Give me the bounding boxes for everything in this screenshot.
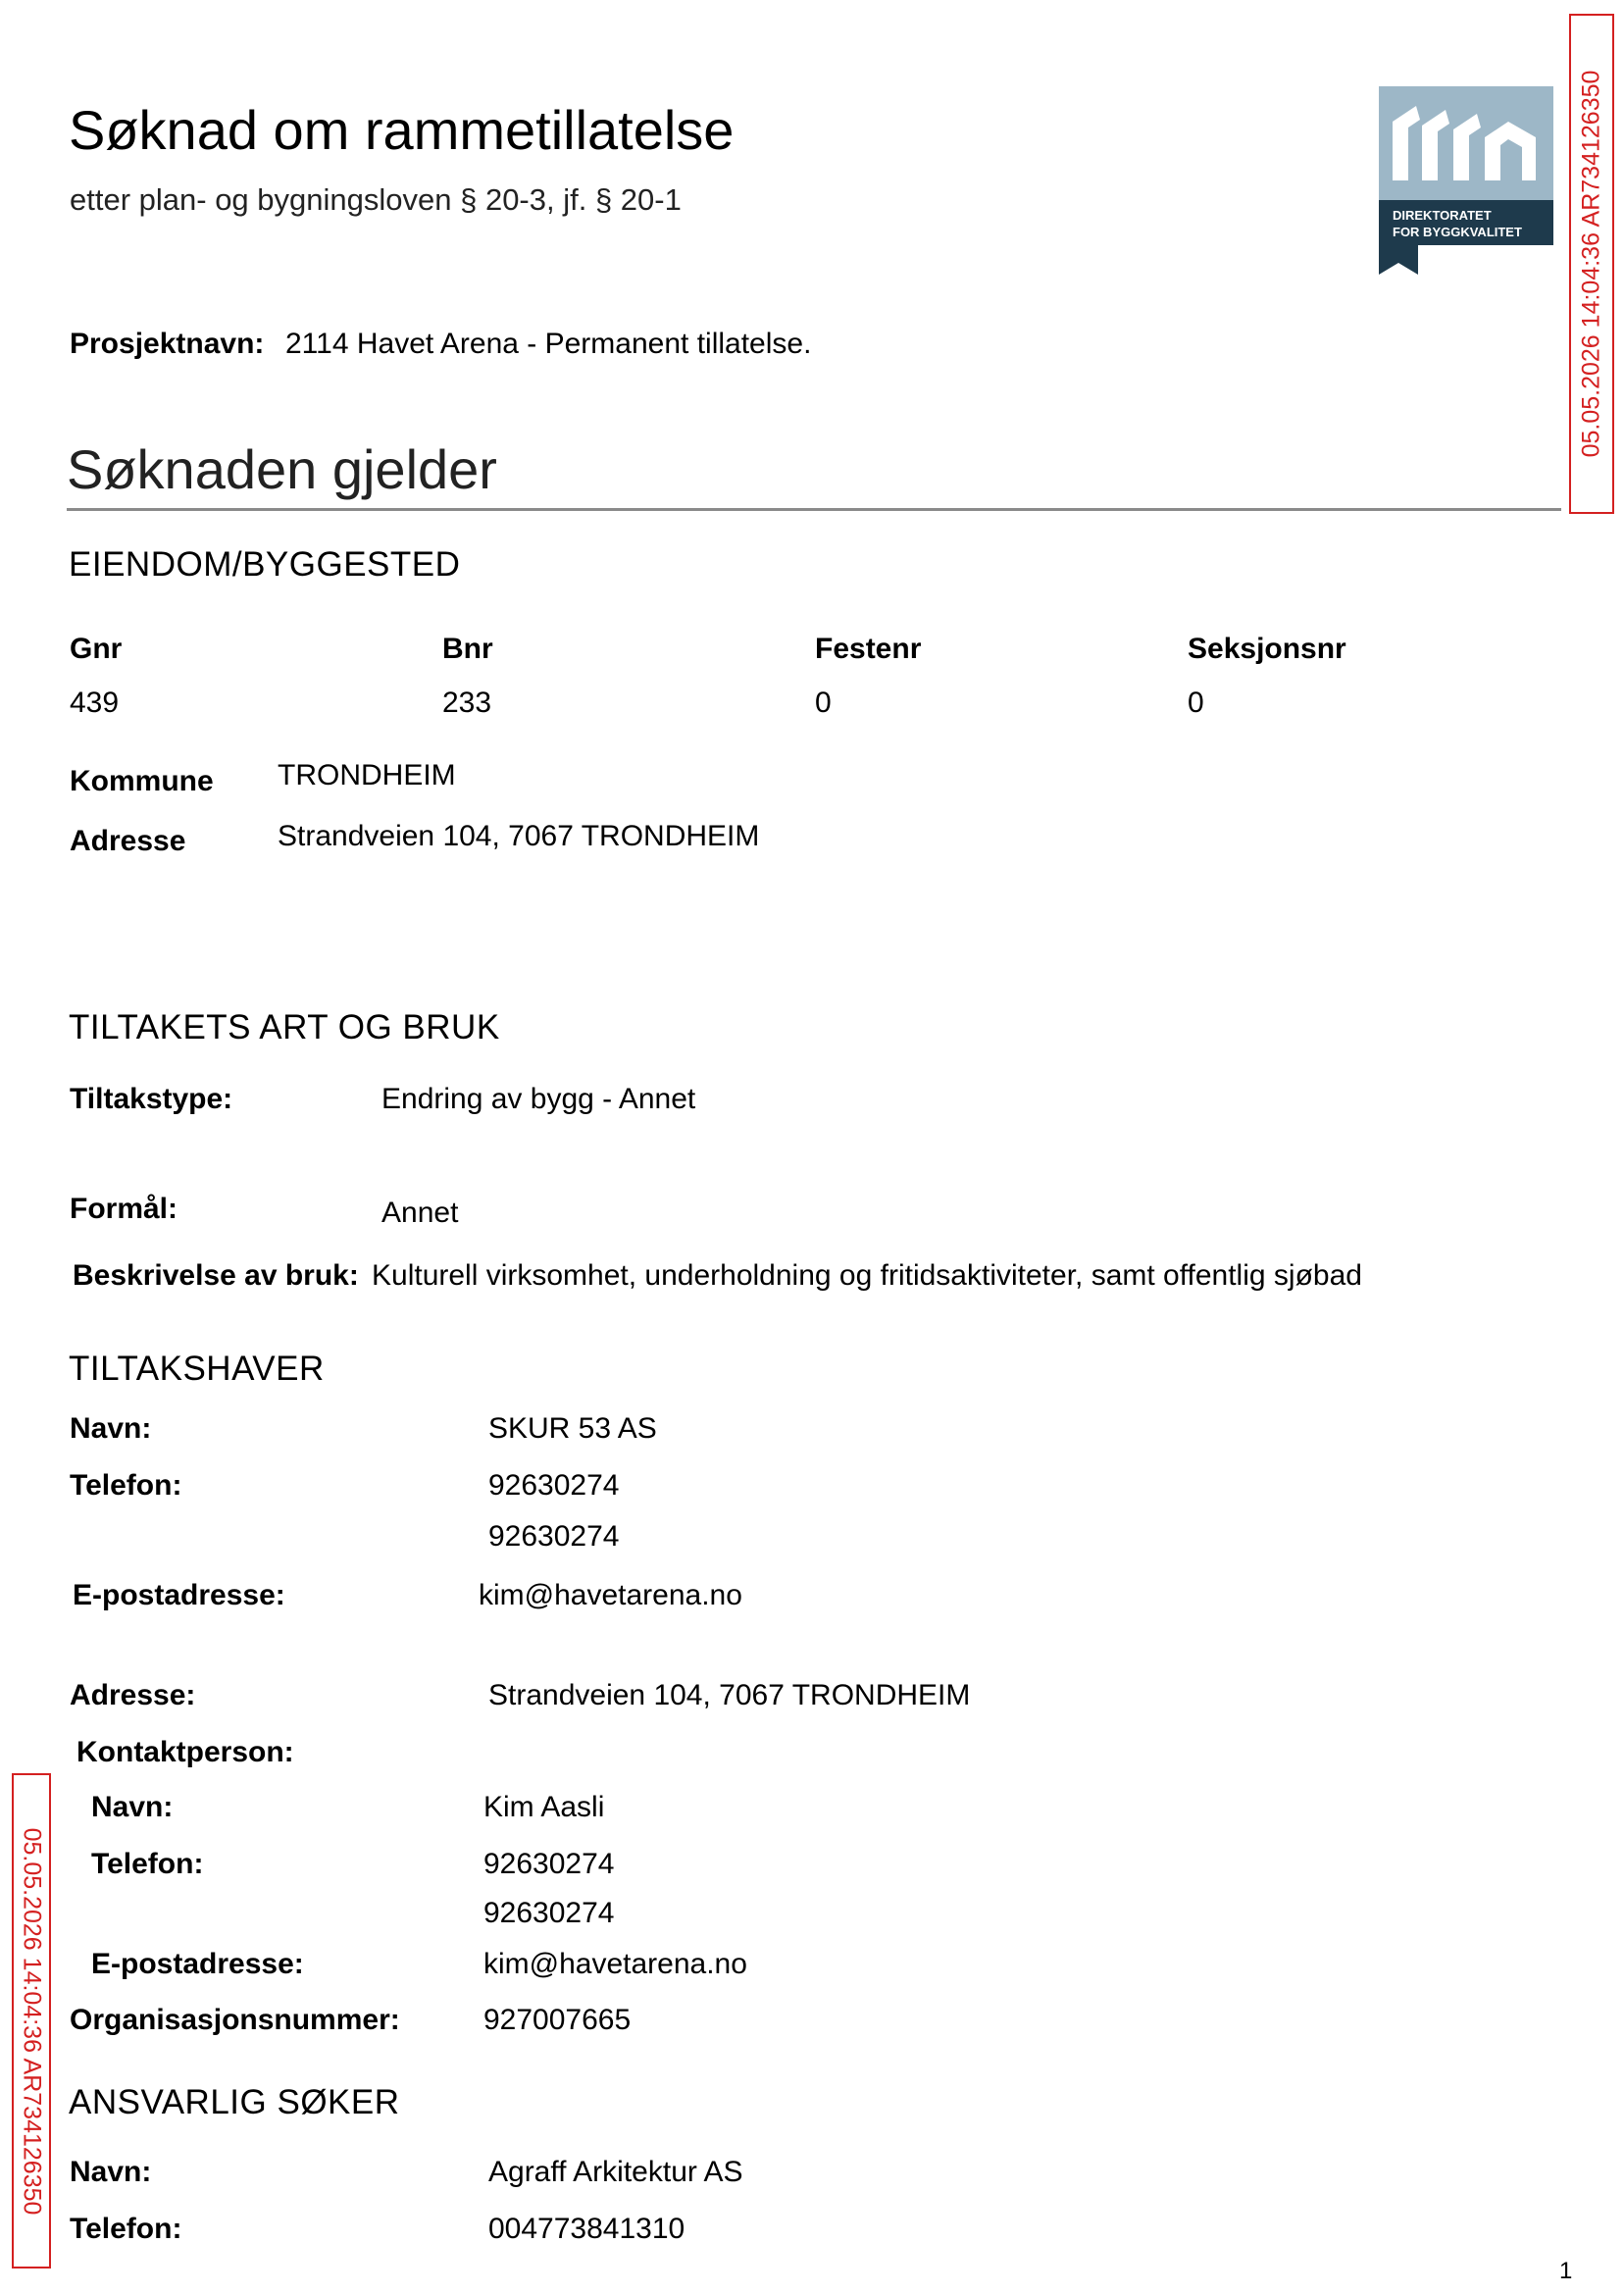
orgnr-label: Organisasjonsnummer:: [70, 2004, 400, 2036]
as-telefon-label: Telefon:: [70, 2213, 182, 2245]
stamp-left: [12, 1773, 51, 2269]
page-subtitle: etter plan- og bygningsloven § 20-3, jf. § 20-1: [70, 182, 682, 217]
bnr-label: Bnr: [442, 633, 493, 665]
tiltakstype-value: Endring av bygg - Annet: [381, 1083, 696, 1115]
ansvarlig-heading: ANSVARLIG SØKER: [69, 2083, 400, 2121]
th-navn-value: SKUR 53 AS: [488, 1412, 657, 1445]
tiltak-heading: TILTAKETS ART OG BRUK: [69, 1008, 500, 1046]
gnr-value: 439: [70, 687, 120, 719]
kommune-value: TRONDHEIM: [278, 759, 456, 791]
eiendom-heading: EIENDOM/BYGGESTED: [69, 545, 461, 584]
adresse-label: Adresse: [70, 825, 186, 857]
th-adresse-value: Strandveien 104, 7067 TRONDHEIM: [488, 1679, 971, 1711]
project-value: 2114 Havet Arena - Permanent tillatelse.: [285, 328, 812, 360]
gnr-label: Gnr: [70, 633, 123, 665]
tiltakstype-label: Tiltakstype:: [70, 1083, 233, 1115]
stamp-right: [1569, 14, 1614, 514]
kp-telefon-value-1: 92630274: [483, 1848, 615, 1880]
th-telefon-value-2: 92630274: [488, 1520, 620, 1553]
kp-navn-value: Kim Aasli: [483, 1791, 605, 1823]
formal-label: Formål:: [70, 1193, 178, 1225]
as-navn-value: Agraff Arkitektur AS: [488, 2156, 743, 2188]
kp-epost-value: kim@havetarena.no: [483, 1948, 747, 1980]
logo-text-1: DIREKTORATET: [1393, 208, 1492, 223]
kontaktperson-label: Kontaktperson:: [76, 1736, 294, 1768]
project-label: Prosjektnavn:: [70, 328, 265, 360]
page-title: Søknad om rammetillatelse: [69, 99, 735, 161]
kommune-label: Kommune: [70, 765, 214, 797]
tiltakshaver-heading: TILTAKSHAVER: [69, 1350, 325, 1388]
as-navn-label: Navn:: [70, 2156, 152, 2188]
seksjonsnr-value: 0: [1188, 687, 1204, 719]
th-telefon-label: Telefon:: [70, 1469, 182, 1502]
stamp-right-text: 05.05.2026 14:04:36 AR734126350: [1577, 70, 1605, 458]
kp-navn-label: Navn:: [91, 1791, 174, 1823]
festenr-value: 0: [815, 687, 832, 719]
stamp-left-text: 05.05.2026 14:04:36 AR734126350: [18, 1827, 46, 2215]
as-telefon-value: 004773841310: [488, 2213, 685, 2245]
th-epost-label: E-postadresse:: [73, 1579, 285, 1611]
th-telefon-value-1: 92630274: [488, 1469, 620, 1502]
th-epost-value: kim@havetarena.no: [479, 1579, 742, 1611]
page-number: 1: [1559, 2258, 1573, 2284]
kp-epost-label: E-postadresse:: [91, 1948, 304, 1980]
section-divider: [67, 508, 1561, 511]
logo-text-2: FOR BYGGKVALITET: [1393, 225, 1522, 239]
th-adresse-label: Adresse:: [70, 1679, 196, 1711]
bruk-label: Beskrivelse av bruk:: [73, 1259, 359, 1292]
kp-telefon-label: Telefon:: [91, 1848, 204, 1880]
th-navn-label: Navn:: [70, 1412, 152, 1445]
dibk-logo: [1379, 86, 1553, 275]
festenr-label: Festenr: [815, 633, 922, 665]
formal-value: Annet: [381, 1197, 459, 1229]
bruk-value: Kulturell virksomhet, underholdning og fritidsaktiviteter, samt offentlig sjøbad: [372, 1259, 1362, 1292]
adresse-value: Strandveien 104, 7067 TRONDHEIM: [278, 820, 760, 852]
orgnr-value: 927007665: [483, 2004, 632, 2036]
bnr-value: 233: [442, 687, 492, 719]
section-title: Søknaden gjelder: [67, 438, 497, 500]
kp-telefon-value-2: 92630274: [483, 1897, 615, 1929]
seksjonsnr-label: Seksjonsnr: [1188, 633, 1346, 665]
